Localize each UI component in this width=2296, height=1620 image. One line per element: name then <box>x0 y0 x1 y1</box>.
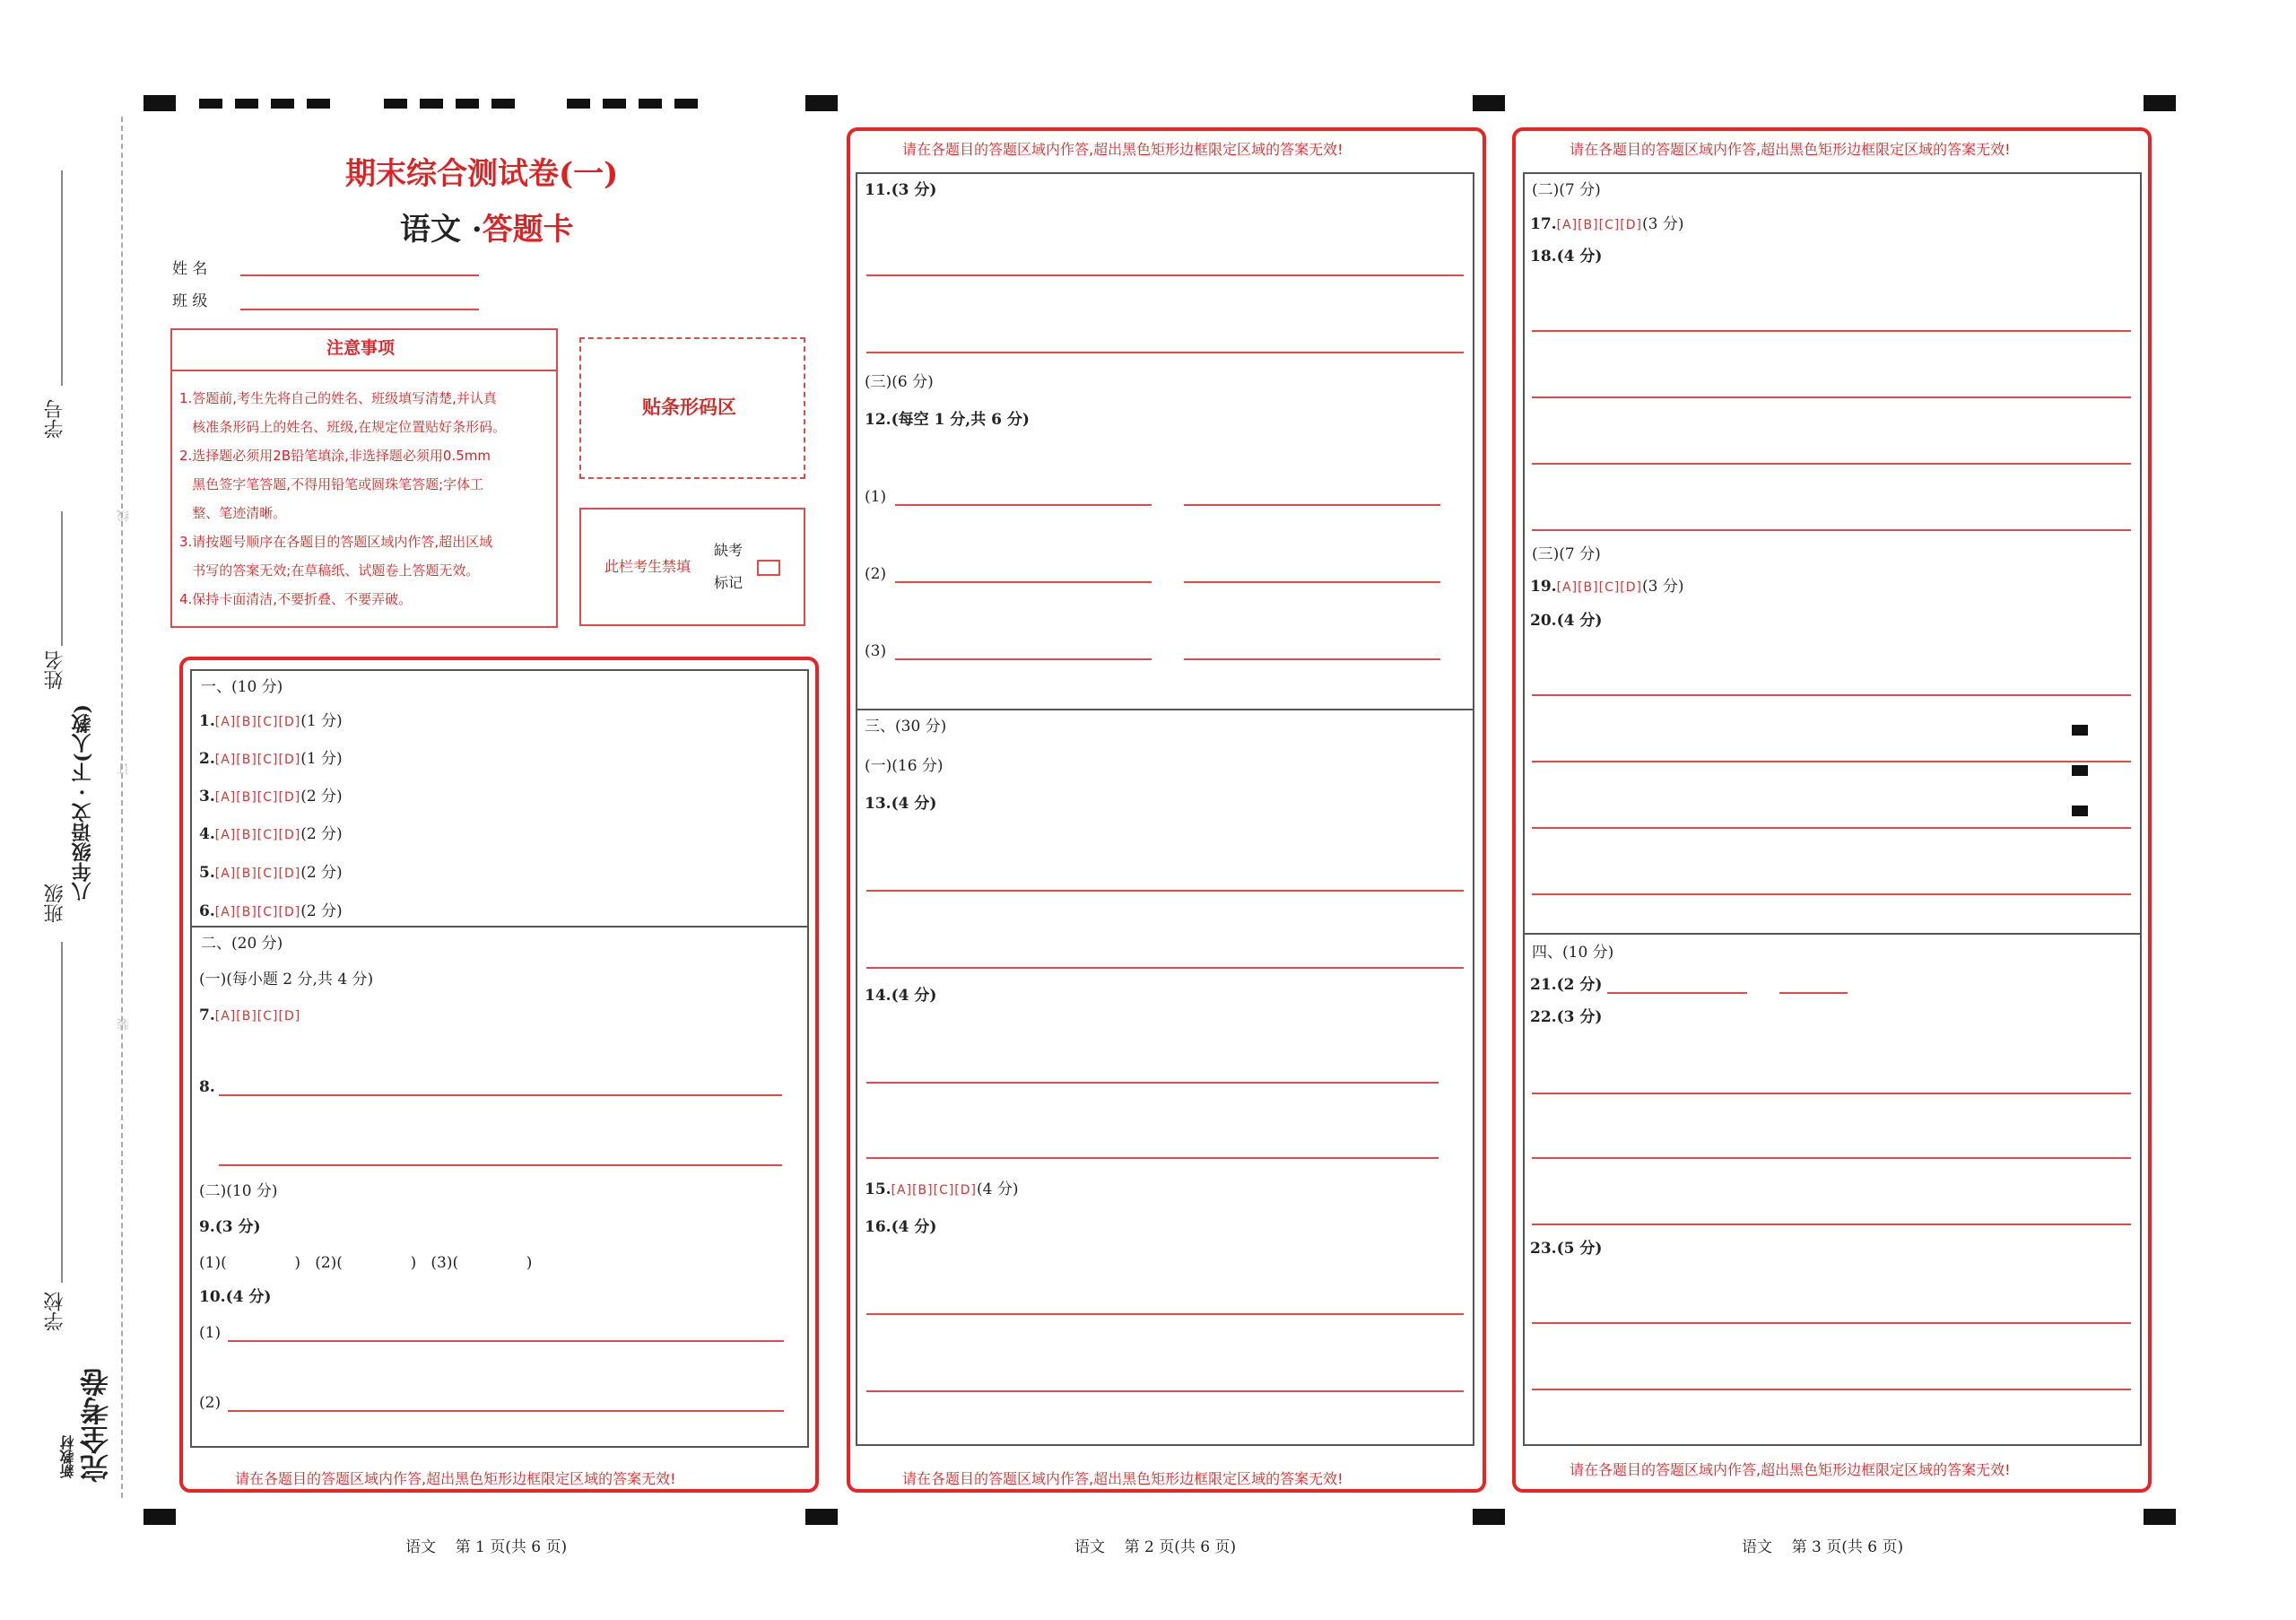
cut-line-char: 线 <box>117 510 131 522</box>
answer-line[interactable] <box>866 1390 1464 1392</box>
exam-title: 期末综合测试卷(一) <box>345 156 619 192</box>
absent-checkbox[interactable] <box>757 560 780 576</box>
mc-question-19[interactable]: 19.[A][B][C][D](3 分) <box>1530 578 1684 596</box>
timing-mark <box>805 1509 838 1525</box>
question-16-label: 16.(4 分) <box>865 1218 937 1236</box>
card-subtitle <box>400 205 574 248</box>
answer-line[interactable] <box>219 1094 782 1096</box>
class-field[interactable] <box>240 309 479 310</box>
warning-text: 请在各题目的答题区域内作答,超出黑色矩形边框限定区域的答案无效! <box>1570 1461 2011 1478</box>
answer-line[interactable] <box>1532 694 2131 696</box>
notice-item-1a: 1.答题前,考生先将自己的姓名、班级填写清楚,并认真 <box>179 390 497 406</box>
question-11-label: 11.(3 分) <box>865 181 937 199</box>
question-9-label: 9.(3 分) <box>199 1218 261 1236</box>
notice-item-3a: 3.请按题号顺序在各题目的答题区域内作答,超出区域 <box>179 534 493 550</box>
answer-line[interactable] <box>1532 1322 2131 1324</box>
q12-part-3-label: (3) <box>865 642 887 660</box>
answer-line[interactable] <box>895 504 1152 506</box>
answer-line[interactable] <box>866 967 1464 969</box>
timing-mark <box>384 99 407 109</box>
notice-item-2c: 整、笔迹清晰。 <box>179 505 287 521</box>
section-divider <box>1523 933 2142 935</box>
cut-zhuang-char: 装 <box>117 1018 131 1031</box>
cut-ding-char: 订 <box>117 762 131 775</box>
answer-line[interactable] <box>895 658 1152 660</box>
question-14-label: 14.(4 分) <box>865 987 937 1005</box>
mc-question-4[interactable]: 4.[A][B][C][D](2 分) <box>199 825 343 843</box>
question-10-label: 10.(4 分) <box>199 1288 272 1306</box>
answer-line[interactable] <box>1184 504 1440 506</box>
timing-mark <box>144 1509 176 1525</box>
sidebar-name-label: 姓名 <box>44 650 66 690</box>
q10-part-2-label: (2) <box>199 1394 222 1412</box>
brand-small: 新教材 <box>59 1435 76 1478</box>
timing-mark <box>805 95 838 111</box>
sidebar-line <box>61 170 63 386</box>
warning-text: 请在各题目的答题区域内作答,超出黑色矩形边框限定区域的答案无效! <box>1570 141 2011 158</box>
sidebar-line <box>61 511 63 646</box>
answer-line[interactable] <box>1532 1224 2131 1225</box>
name-label: 姓 名 <box>172 260 208 278</box>
barcode-area-label: 贴条形码区 <box>642 396 736 418</box>
answer-line[interactable] <box>866 352 1464 353</box>
timing-mark <box>1473 95 1505 111</box>
timing-mark <box>420 99 443 109</box>
question-18-label: 18.(4 分) <box>1530 248 1603 266</box>
answer-line[interactable] <box>228 1340 784 1342</box>
answer-line[interactable] <box>1532 761 2131 762</box>
timing-mark <box>639 99 662 109</box>
brand-logo: 完全考卷 <box>79 1368 113 1483</box>
notice-item-2a: 2.选择题必须用2B铅笔填涂,非选择题必须用0.5mm <box>179 448 491 464</box>
answer-line[interactable] <box>1532 893 2131 895</box>
subject-label: 语文 · <box>400 212 483 248</box>
question-8-label: 8. <box>199 1078 215 1096</box>
answer-box-col3 <box>1523 172 2142 1446</box>
mc-question-15[interactable]: 15.[A][B][C][D](4 分) <box>865 1180 1019 1198</box>
timing-mark <box>144 95 176 111</box>
subsection-2-heading: (二)(7 分) <box>1532 181 1601 199</box>
q10-part-1-label: (1) <box>199 1324 222 1342</box>
answer-line[interactable] <box>895 581 1152 583</box>
answer-line[interactable] <box>1532 330 2131 332</box>
section-4-heading: 四、(10 分) <box>1532 944 1614 962</box>
answer-line[interactable] <box>866 1157 1439 1159</box>
question-9-parts[interactable]: (1)( ) (2)( ) (3)( ) <box>199 1254 533 1272</box>
subsection-1-heading: (一)(每小题 2 分,共 4 分) <box>199 971 374 989</box>
answer-line[interactable] <box>1532 529 2131 531</box>
timing-mark <box>456 99 479 109</box>
timing-mark <box>271 99 294 109</box>
mc-question-6[interactable]: 6.[A][B][C][D](2 分) <box>199 902 343 920</box>
answer-line[interactable] <box>228 1410 784 1412</box>
subsection-3-heading: (三)(7 分) <box>1532 545 1601 563</box>
question-12-label: 12.(每空 1 分,共 6 分) <box>865 411 1030 429</box>
name-field[interactable] <box>240 274 479 276</box>
q12-part-1-label: (1) <box>865 488 887 506</box>
timing-mark <box>2144 95 2176 111</box>
answer-line[interactable] <box>219 1164 782 1166</box>
answer-line[interactable] <box>866 890 1464 892</box>
section-1-heading: 一、(10 分) <box>201 678 283 696</box>
sidebar-grade-label: 八年级语文 · 下(人教) <box>71 704 94 901</box>
answer-box-col1 <box>190 669 809 1448</box>
notice-item-2b: 黑色签字笔答题,不得用铅笔或圆珠笔答题;字体工 <box>179 476 484 492</box>
mc-question-7[interactable]: 7.[A][B][C][D] <box>199 1006 301 1024</box>
timing-mark <box>307 99 330 109</box>
notice-item-3b: 书写的答案无效;在草稿纸、试题卷上答题无效。 <box>179 562 480 579</box>
warning-text: 请在各题目的答题区域内作答,超出黑色矩形边框限定区域的答案无效! <box>902 1470 1344 1487</box>
question-21-label: 21.(2 分) <box>1530 976 1603 994</box>
notice-title: 注意事项 <box>326 338 396 358</box>
mc-question-2[interactable]: 2.[A][B][C][D](1 分) <box>199 750 343 768</box>
answer-card-label: 答题卡 <box>482 212 574 248</box>
timing-mark <box>491 99 515 109</box>
answer-line[interactable] <box>1532 1389 2131 1390</box>
timing-mark <box>603 99 626 109</box>
absent-note: 此栏考生禁填 <box>604 558 691 575</box>
answer-line[interactable] <box>1184 581 1440 583</box>
section-divider <box>190 926 809 928</box>
answer-box-col2 <box>856 172 1474 1446</box>
mc-question-5[interactable]: 5.[A][B][C][D](2 分) <box>199 864 343 882</box>
answer-line[interactable] <box>1779 992 1848 994</box>
question-23-label: 23.(5 分) <box>1530 1240 1603 1258</box>
answer-line[interactable] <box>1532 396 2131 398</box>
mc-question-1[interactable]: 1.[A][B][C][D](1 分) <box>199 712 343 730</box>
question-13-label: 13.(4 分) <box>865 795 937 813</box>
section-3-heading: 三、(30 分) <box>865 718 947 736</box>
answer-line[interactable] <box>1532 827 2131 829</box>
answer-line[interactable] <box>866 274 1464 276</box>
sidebar-school-label: 学校 <box>44 1292 66 1331</box>
absent-label-2: 标记 <box>714 574 744 591</box>
q12-part-2-label: (2) <box>865 565 887 583</box>
mc-question-17[interactable]: 17.[A][B][C][D](3 分) <box>1530 215 1684 233</box>
page-number-2: 语文 第 2 页(共 6 页) <box>1074 1538 1237 1556</box>
notice-item-1b: 核准条形码上的姓名、班级,在规定位置贴好条形码。 <box>179 419 507 435</box>
notice-divider <box>172 370 556 371</box>
question-20-label: 20.(4 分) <box>1530 612 1603 630</box>
sidebar-line <box>61 942 63 1283</box>
timing-mark <box>199 99 222 109</box>
notice-item-4: 4.保持卡面清洁,不要折叠、不要弄破。 <box>179 591 413 607</box>
page-number-3: 语文 第 3 页(共 6 页) <box>1742 1538 1904 1556</box>
subsection-3-heading: (三)(6 分) <box>865 373 934 391</box>
answer-line[interactable] <box>866 1313 1464 1315</box>
class-label: 班 级 <box>172 292 208 310</box>
binding-line <box>121 117 123 1498</box>
timing-mark <box>235 99 258 109</box>
page-number-1: 语文 第 1 页(共 6 页) <box>405 1538 568 1556</box>
question-22-label: 22.(3 分) <box>1530 1008 1603 1026</box>
subsection-2-heading: (二)(10 分) <box>199 1182 278 1200</box>
subsection-1-heading: (一)(16 分) <box>865 757 944 775</box>
answer-line[interactable] <box>1607 992 1747 994</box>
answer-line[interactable] <box>1532 1093 2131 1094</box>
timing-mark <box>2144 1509 2176 1525</box>
timing-mark <box>674 99 698 109</box>
sidebar-student-id-label: 学号 <box>44 399 66 439</box>
mc-question-3[interactable]: 3.[A][B][C][D](2 分) <box>199 788 343 806</box>
section-divider <box>856 709 1474 710</box>
warning-text: 请在各题目的答题区域内作答,超出黑色矩形边框限定区域的答案无效! <box>235 1470 676 1487</box>
section-2-heading: 二、(20 分) <box>201 935 283 953</box>
warning-text: 请在各题目的答题区域内作答,超出黑色矩形边框限定区域的答案无效! <box>902 141 1344 158</box>
timing-mark <box>1473 1509 1505 1525</box>
timing-mark <box>567 99 590 109</box>
answer-line[interactable] <box>1532 1157 2131 1159</box>
sidebar-class-label: 班级 <box>44 884 66 923</box>
answer-line[interactable] <box>1184 658 1440 660</box>
answer-line[interactable] <box>1532 463 2131 465</box>
absent-label-1: 缺考 <box>714 542 744 559</box>
answer-line[interactable] <box>866 1082 1439 1084</box>
